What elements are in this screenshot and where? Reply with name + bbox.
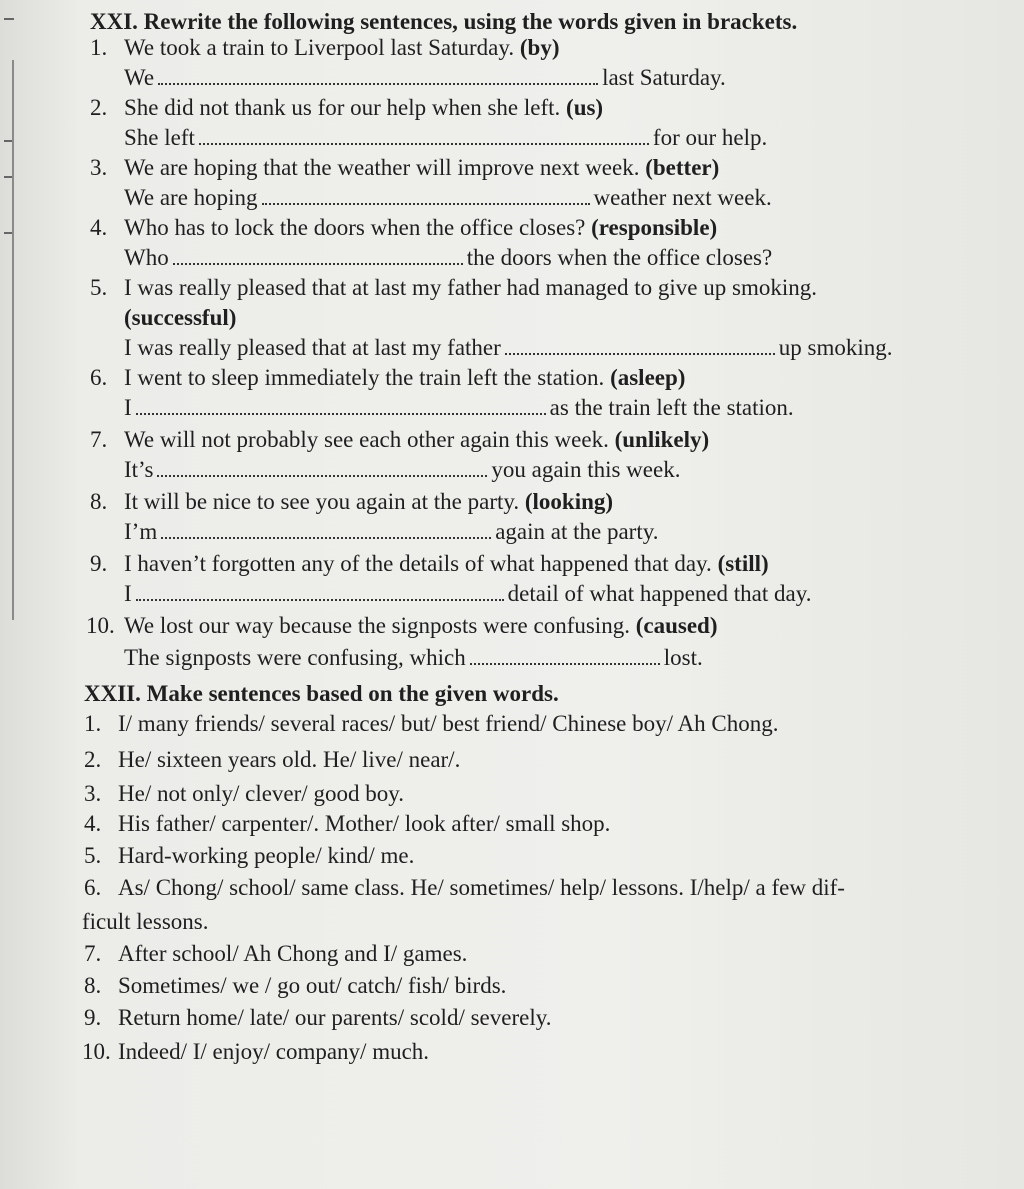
s21-answer-2 — [124, 124, 767, 152]
answer-suffix: weather next week. — [593, 185, 772, 210]
item-prompt: He/ not only/ clever/ good boy. — [118, 781, 404, 806]
item-prompt: After school/ Ah Chong and I/ games. — [118, 941, 468, 966]
answer-prefix: The signposts were confusing, which — [124, 645, 466, 670]
answer-blank[interactable] — [136, 581, 504, 601]
answer-blank[interactable] — [161, 519, 491, 539]
s21-item-8 — [90, 488, 613, 516]
item-number: 3. — [84, 781, 102, 806]
answer-blank[interactable] — [262, 185, 590, 205]
item-number: 5. — [90, 275, 108, 300]
item-number: 4. — [90, 215, 108, 240]
s22-item-3 — [84, 780, 404, 808]
s21-answer-10 — [124, 644, 703, 672]
answer-suffix: lost. — [663, 645, 703, 670]
s21-answer-3 — [124, 184, 772, 212]
answer-prefix: I — [124, 395, 132, 420]
item-keyword: (looking) — [524, 489, 614, 514]
item-keyword: (still) — [717, 551, 769, 576]
item-prompt: Hard-working people/ kind/ me. — [118, 843, 415, 868]
item-prompt: His father/ carpenter/. Mother/ look after/ small shop. — [118, 811, 611, 836]
item-sentence: She did not thank us for our help when she left. — [124, 95, 561, 120]
item-number: 8. — [84, 973, 102, 998]
item-number: 10. — [86, 613, 115, 638]
answer-prefix: I’m — [124, 519, 158, 544]
answer-blank[interactable] — [505, 335, 775, 355]
item-sentence: We will not probably see each other again this week. — [124, 427, 609, 452]
s21-answer-9 — [124, 580, 811, 608]
s21-item-1 — [90, 34, 560, 62]
answer-suffix: detail of what happened that day. — [507, 581, 812, 606]
item-number: 3. — [90, 155, 108, 180]
item-prompt: He/ sixteen years old. He/ live/ near/. — [118, 747, 461, 772]
item-number: 7. — [90, 427, 108, 452]
item-prompt: As/ Chong/ school/ same class. He/ sometimes/ help/ lessons. I/help/ a few dif- — [118, 875, 845, 900]
answer-suffix: as the train left the station. — [549, 395, 794, 420]
s21-item-5-keyword: (successful) — [124, 305, 237, 330]
item-prompt: Indeed/ I/ enjoy/ company/ much. — [118, 1039, 430, 1064]
s21-item-10 — [86, 612, 717, 640]
s21-answer-4 — [124, 244, 772, 272]
s21-item-9 — [90, 550, 769, 578]
s21-item-6 — [90, 364, 685, 392]
item-number: 6. — [84, 875, 102, 900]
answer-blank[interactable] — [199, 125, 649, 145]
s21-answer-5 — [124, 334, 893, 362]
answer-suffix: for our help. — [652, 125, 768, 150]
item-number: 5. — [84, 843, 102, 868]
answer-prefix: We are hoping — [124, 185, 258, 210]
item-number: 10. — [82, 1039, 111, 1064]
item-sentence: I was really pleased that at last my father had managed to give up smoking. — [124, 275, 817, 300]
s22-item-6 — [84, 874, 845, 902]
item-number: 9. — [90, 551, 108, 576]
answer-blank[interactable] — [136, 395, 546, 415]
item-number: 4. — [84, 811, 102, 836]
item-sentence: We took a train to Liverpool last Saturday. — [124, 35, 515, 60]
s22-item-9 — [84, 1004, 551, 1032]
s22-item-1 — [84, 710, 778, 738]
item-prompt: I/ many friends/ several races/ but/ best friend/ Chinese boy/ Ah Chong. — [118, 711, 779, 736]
s21-answer-1 — [124, 64, 726, 92]
answer-prefix: We — [124, 65, 155, 90]
item-keyword: (caused) — [635, 613, 718, 638]
s21-item-4 — [90, 214, 717, 242]
item-keyword: (unlikely) — [614, 427, 710, 452]
s21-answer-6 — [124, 394, 794, 422]
item-prompt: Sometimes/ we / go out/ catch/ fish/ birds. — [118, 973, 507, 998]
s22-item-5 — [84, 842, 414, 870]
s21-item-2 — [90, 94, 603, 122]
answer-suffix: you again this week. — [491, 457, 681, 482]
answer-prefix: Who — [124, 245, 169, 270]
item-number: 1. — [90, 35, 108, 60]
item-keyword: (better) — [645, 155, 720, 180]
item-keyword: (responsible) — [591, 215, 718, 240]
s22-item-2 — [84, 746, 460, 774]
s22-item-6-continued: ficult lessons. — [82, 909, 209, 934]
item-number: 9. — [84, 1005, 102, 1030]
answer-blank[interactable] — [157, 457, 487, 477]
s21-item-5 — [90, 274, 817, 302]
item-keyword: (us) — [566, 95, 604, 120]
item-sentence: Who has to lock the doors when the office closes? — [124, 215, 586, 240]
s21-answer-7 — [124, 456, 680, 484]
item-sentence: We are hoping that the weather will improve next week. — [124, 155, 640, 180]
item-number: 2. — [90, 95, 108, 120]
answer-suffix: the doors when the office closes? — [466, 245, 773, 270]
item-keyword: (asleep) — [610, 365, 686, 390]
item-prompt: Return home/ late/ our parents/ scold/ severely. — [118, 1005, 552, 1030]
item-sentence: It will be nice to see you again at the party. — [124, 489, 520, 514]
s22-item-7 — [84, 940, 467, 968]
item-sentence: I went to sleep immediately the train left the station. — [124, 365, 605, 390]
item-sentence: We lost our way because the signposts were confusing. — [124, 613, 630, 638]
answer-blank[interactable] — [470, 645, 660, 665]
answer-prefix: I — [124, 581, 132, 606]
s21-item-7 — [90, 426, 709, 454]
item-number: 7. — [84, 941, 102, 966]
answer-prefix: It’s — [124, 457, 154, 482]
s21-item-3 — [90, 154, 719, 182]
item-sentence: I haven’t forgotten any of the details of what happened that day. — [124, 551, 712, 576]
answer-blank[interactable] — [173, 245, 463, 265]
item-number: 8. — [90, 489, 108, 514]
answer-suffix: last Saturday. — [602, 65, 726, 90]
item-keyword: (by) — [519, 35, 560, 60]
section-22-title: XXII. Make sentences based on the given words. — [84, 681, 559, 706]
s22-item-8 — [84, 972, 506, 1000]
s22-item-10 — [82, 1038, 429, 1066]
answer-prefix: She left — [124, 125, 195, 150]
answer-blank[interactable] — [158, 65, 598, 85]
s22-item-4 — [84, 810, 610, 838]
section-21-title: XXI. Rewrite the following sentences, using the words given in brackets. — [90, 9, 798, 34]
answer-suffix: up smoking. — [778, 335, 893, 360]
answer-prefix: I was really pleased that at last my father — [124, 335, 501, 360]
answer-suffix: again at the party. — [495, 519, 659, 544]
item-number: 6. — [90, 365, 108, 390]
item-number: 2. — [84, 747, 102, 772]
item-number: 1. — [84, 711, 102, 736]
s21-answer-8 — [124, 518, 659, 546]
